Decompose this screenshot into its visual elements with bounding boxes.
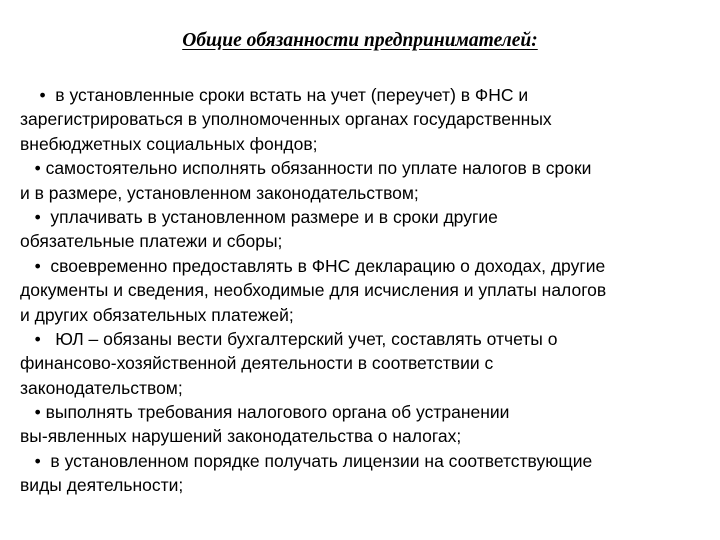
list-item-line: • самостоятельно исполнять обязанности по уплате налогов в сроки (20, 158, 592, 179)
list-item-line: вы-явленных нарушений законодательства о налогах; (20, 426, 462, 447)
list-item-line: • в установленные сроки встать на учет (переучет) в ФНС и (20, 85, 529, 105)
list-item-line: и других обязательных платежей; (20, 304, 294, 325)
list-item (20, 83, 710, 156)
list-item-line: • своевременно предоставлять в ФНС декларацию о доходах, другие (20, 255, 606, 276)
list-item-line: • уплачивать в установленном размере и в сроки другие (20, 206, 498, 227)
list-item-line: внебюджетных социальных фондов; (20, 133, 318, 154)
list-item-line: зарегистрироваться в уполномоченных органах государственных (20, 109, 552, 130)
list-item (20, 449, 710, 498)
list-item (20, 254, 710, 327)
list-item-line: • выполнять требования налогового органа об устранении (20, 402, 510, 423)
list-item-line: законодательством; (20, 377, 183, 398)
list-item (20, 327, 710, 400)
list-item (20, 205, 710, 254)
list-item-line: виды деятельности; (20, 475, 184, 496)
list-item (20, 156, 710, 205)
list-item (20, 400, 710, 449)
obligations-list (20, 83, 710, 498)
page-title: Общие обязанности предпринимателей: (182, 30, 538, 51)
list-item-line: документы и сведения, необходимые для исчисления и уплаты налогов (20, 280, 607, 301)
list-item-line: и в размере, установленном законодательством; (20, 182, 419, 203)
list-item-line: обязательные платежи и сборы; (20, 231, 283, 252)
list-item-line: • ЮЛ – обязаны вести бухгалтерский учет, составлять отчеты о (20, 328, 558, 349)
list-item-line: финансово-хозяйственной деятельности в соответствии с (20, 353, 494, 374)
list-item-line: • в установленном порядке получать лицензии на соответствующие (20, 450, 593, 471)
